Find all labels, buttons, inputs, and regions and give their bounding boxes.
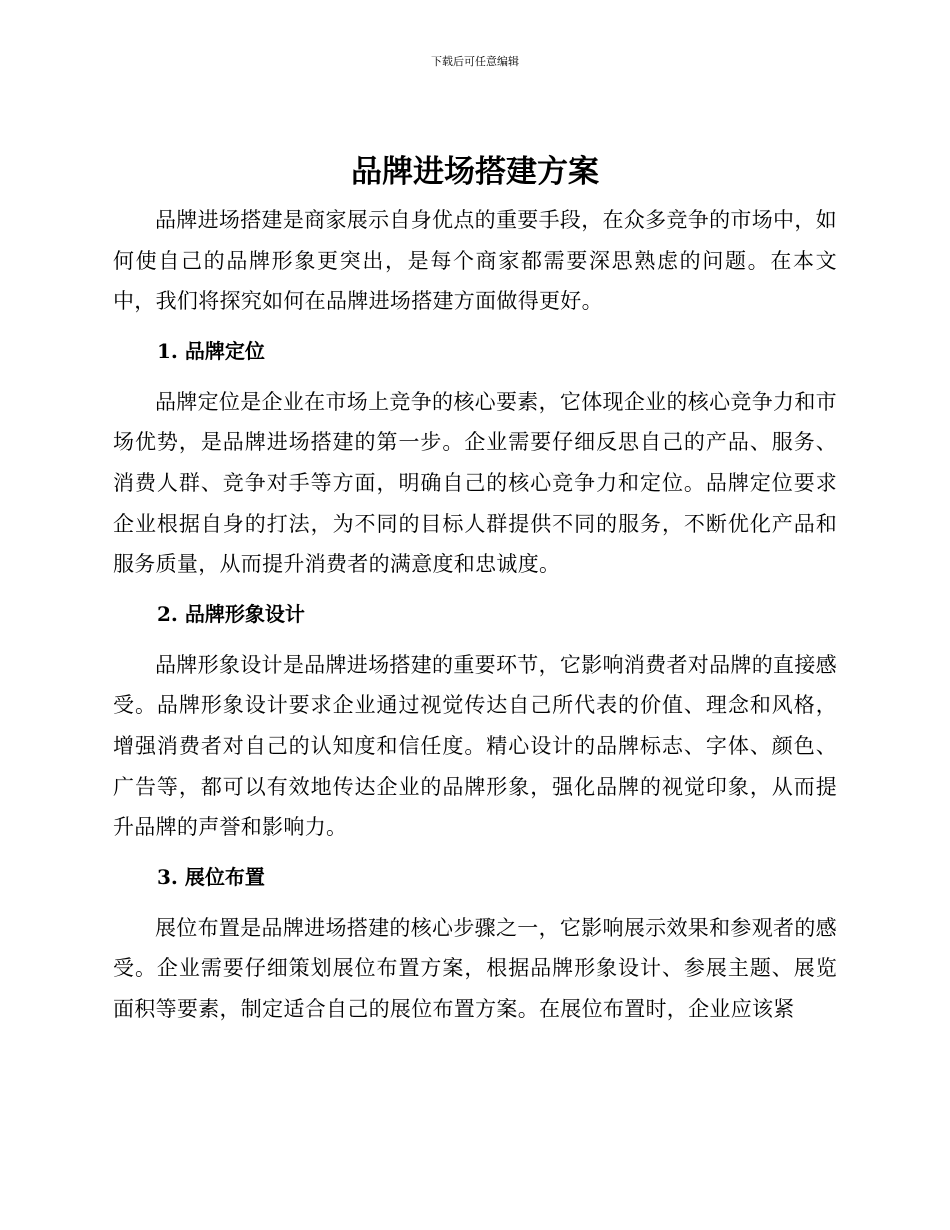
section-paragraph: 品牌形象设计是品牌进场搭建的重要环节，它影响消费者对品牌的直接感受。品牌形象设计要求企业通过视觉传达自己所代表的价值、理念和风格，增强消费者对自己的认知度和信任度。精心设计的品牌标志、字体、颜色、广告等，都可以有效地传达企业的品牌形象，强化品牌的视觉印象，从而提升品牌的声誉和影响力。 [113,652,837,840]
document-body [113,200,837,1030]
section-paragraph: 展位布置是品牌进场搭建的核心步骤之一，它影响展示效果和参观者的感受。企业需要仔细策划展位布置方案，根据品牌形象设计、参展主题、展览面积等要素，制定适合自己的展位布置方案。在展位布置时，企业应该紧 [113,915,837,1021]
section-booth-layout [113,857,837,1030]
page-header-note: 下载后可任意编辑 [431,55,519,68]
section-brand-image-design [113,594,837,848]
intro-paragraph: 品牌进场搭建是商家展示自身优点的重要手段，在众多竞争的市场中，如何使自己的品牌形象更突出，是每个商家都需要深思熟虑的问题。在本文中，我们将探究如何在品牌进场搭建方面做得更好。 [113,208,837,314]
section-paragraph: 品牌定位是企业在市场上竞争的核心要素，它体现企业的核心竞争力和市场优势，是品牌进场搭建的第一步。企业需要仔细反思自己的产品、服务、消费人群、竞争对手等方面，明确自己的核心竞争力和定位。品牌定位要求企业根据自身的打法，为不同的目标人群提供不同的服务，不断优化产品和服务质量，从而提升消费者的满意度和忠诚度。 [113,389,837,577]
section-heading: 3. 展位布置 [157,864,265,889]
section-brand-positioning [113,331,837,585]
section-heading: 2. 品牌形象设计 [157,601,305,626]
document-title: 品牌进场搭建方案 [351,154,599,190]
section-heading: 1. 品牌定位 [157,338,265,363]
